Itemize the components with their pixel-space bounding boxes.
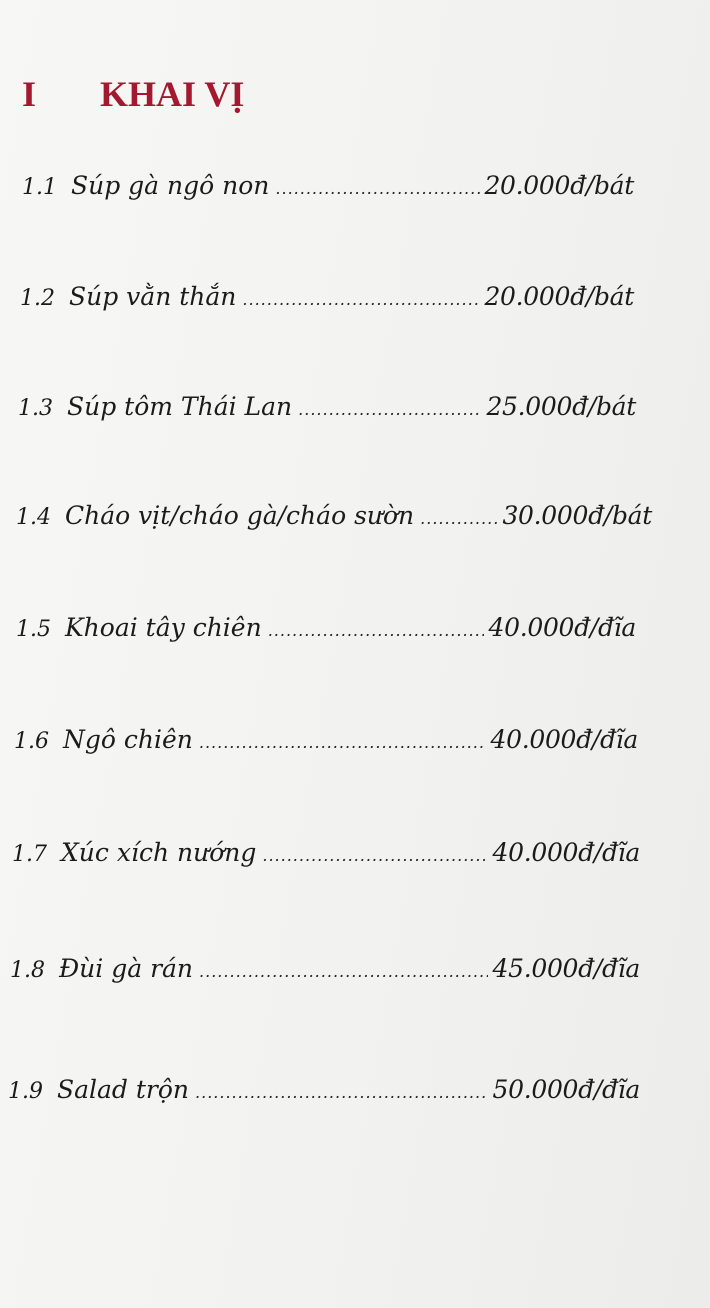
menu-item xyxy=(16,610,636,646)
item-price: 25.000đ/bát xyxy=(486,392,636,421)
item-price: 20.000đ/bát xyxy=(484,171,634,200)
dot-leader xyxy=(199,954,488,990)
item-number: 1.8 xyxy=(10,958,45,983)
item-name: Xúc xích nướng xyxy=(61,838,257,867)
item-name: Salad trộn xyxy=(57,1075,190,1104)
dot-leader xyxy=(275,171,480,207)
item-price: 40.000đ/đĩa xyxy=(488,613,636,642)
item-number: 1.2 xyxy=(20,286,55,311)
dot-leader xyxy=(420,501,498,537)
menu-item xyxy=(20,279,634,315)
dot-leader xyxy=(268,613,485,649)
dot-leader xyxy=(242,282,480,318)
item-price: 40.000đ/đĩa xyxy=(492,838,640,867)
section-numeral: I xyxy=(22,74,37,114)
item-number: 1.6 xyxy=(14,729,49,754)
item-name: Đùi gà rán xyxy=(59,954,194,983)
menu-item xyxy=(18,389,636,425)
item-price: 40.000đ/đĩa xyxy=(490,725,638,754)
item-name: Súp gà ngô non xyxy=(71,171,270,200)
menu-item xyxy=(8,1072,640,1108)
item-name: Ngô chiên xyxy=(63,725,193,754)
item-name: Súp tôm Thái Lan xyxy=(67,392,293,421)
dot-leader xyxy=(262,838,488,874)
item-number: 1.3 xyxy=(18,396,53,421)
item-price: 45.000đ/đĩa xyxy=(492,954,640,983)
item-price: 50.000đ/đĩa xyxy=(492,1075,640,1104)
section-heading xyxy=(22,72,244,116)
menu-item xyxy=(10,951,640,987)
item-number: 1.5 xyxy=(16,617,51,642)
dot-leader xyxy=(298,392,482,428)
item-number: 1.1 xyxy=(22,175,57,200)
dot-leader xyxy=(195,1075,488,1111)
item-number: 1.4 xyxy=(16,505,51,530)
menu-item xyxy=(22,168,634,204)
menu-item xyxy=(12,835,640,871)
item-name: Khoai tây chiên xyxy=(65,613,262,642)
section-title: KHAI VỊ xyxy=(100,74,245,114)
item-price: 20.000đ/bát xyxy=(484,282,634,311)
item-name: Cháo vịt/cháo gà/cháo sườn xyxy=(65,501,415,530)
dot-leader xyxy=(199,725,487,761)
item-price: 30.000đ/bát xyxy=(502,501,652,530)
menu-item xyxy=(16,498,652,534)
menu-item xyxy=(14,722,638,758)
item-number: 1.7 xyxy=(12,842,47,867)
item-number: 1.9 xyxy=(8,1079,43,1104)
item-name: Súp vằn thắn xyxy=(69,282,237,311)
